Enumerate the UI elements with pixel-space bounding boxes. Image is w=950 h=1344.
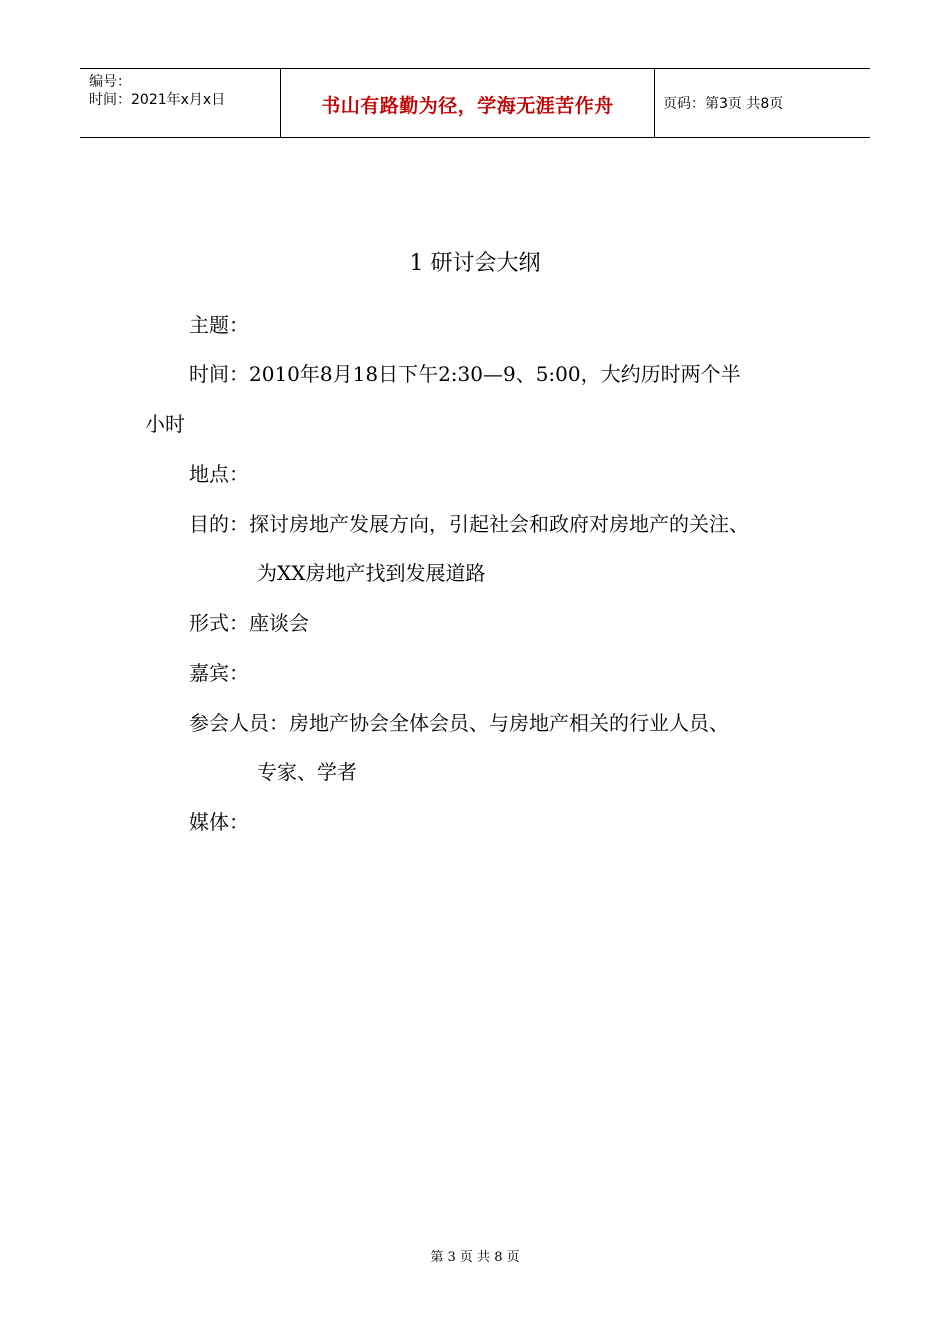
time-line: 时间：2010年8月18日下午2:30—9、5:00，大约历时两个半	[189, 362, 741, 386]
document-title: 1 研讨会大纲	[409, 251, 541, 276]
time-line-continued: 小时	[145, 412, 185, 436]
format-line: 形式：座谈会	[189, 611, 309, 635]
header-left-cell	[80, 69, 280, 137]
page-header	[80, 68, 870, 138]
purpose-line: 目的：探讨房地产发展方向，引起社会和政府对房地产的关注、	[189, 512, 749, 536]
header-right-cell	[654, 69, 870, 137]
attendees-line-continued: 专家、学者	[257, 760, 357, 784]
media-line: 媒体：	[189, 810, 249, 834]
header-motto: 书山有路勤为径，学海无涯苦作舟	[321, 95, 614, 117]
header-page-code: 页码：第3页 共8页	[663, 96, 784, 112]
document-time-label: 时间：2021年x月x日	[89, 92, 226, 108]
document-number-label: 编号：	[89, 74, 131, 90]
page-footer: 第 3 页 共 8 页	[430, 1250, 520, 1265]
attendees-line: 参会人员：房地产协会全体会员、与房地产相关的行业人员、	[189, 711, 729, 735]
header-motto-cell	[280, 69, 655, 137]
location-line: 地点：	[189, 462, 249, 486]
topic-line: 主题：	[189, 313, 249, 337]
guests-line: 嘉宾：	[189, 661, 249, 685]
purpose-line-continued: 为XX房地产找到发展道路	[257, 561, 486, 585]
